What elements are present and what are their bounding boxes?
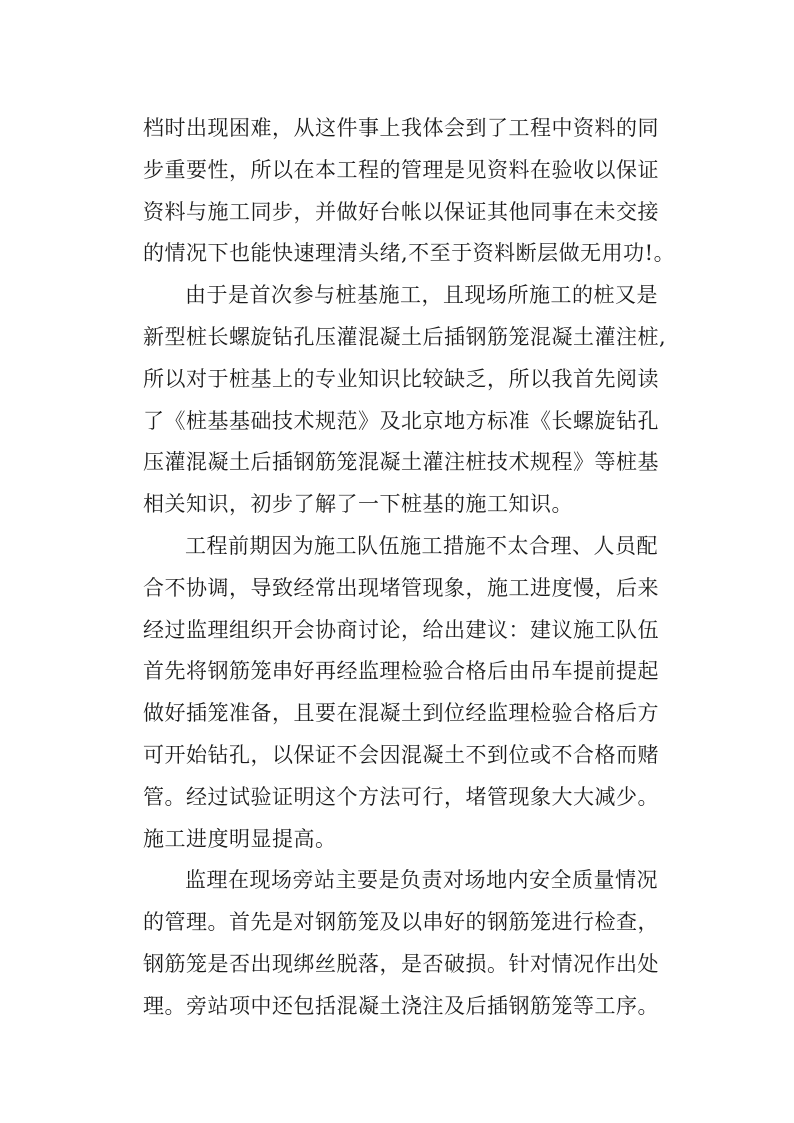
text-line: 经过监理组织开会协商讨论，给出建议：建议施工队伍 <box>143 617 659 642</box>
text-line: 首先将钢筋笼串好再经监理检验合格后由吊车提前提起 <box>143 659 659 684</box>
paragraph-2 <box>143 275 667 526</box>
text-line: 监理在现场旁站主要是负责对场地内安全质量情况 <box>185 868 658 893</box>
paragraph-4 <box>143 860 663 1027</box>
text-line: 可开始钻孔，以保证不会因混凝土不到位或不合格而赌 <box>143 742 659 767</box>
text-line: 施工进度明显提高。 <box>143 826 337 851</box>
text-line: 工程前期因为施工队伍施工措施不太合理、人员配 <box>185 533 658 558</box>
text-line: 所以对于桩基上的专业知识比较缺乏，所以我首先阅读 <box>143 366 659 391</box>
text-line: 做好插笼准备，且要在混凝土到位经监理检验合格后方 <box>143 701 659 726</box>
text-line: 步重要性，所以在本工程的管理是见资料在验收以保证 <box>143 157 659 182</box>
text-line: 理。旁站项中还包括混凝土浇注及后插钢筋笼等工序。 <box>143 993 659 1018</box>
text-line: 压灌混凝土后插钢筋笼混凝土灌注桩技术规程》等桩基 <box>143 450 659 475</box>
text-line: 管。经过试验证明这个方法可行，堵管现象大大减少。 <box>143 784 659 809</box>
text-line: 合不协调，导致经常出现堵管现象，施工进度慢，后来 <box>143 575 659 600</box>
text-line: 资料与施工同步，并做好台帐以保证其他同事在未交接 <box>143 199 659 224</box>
text-line: 新型桩长螺旋钻孔压灌混凝土后插钢筋笼混凝土灌注桩, <box>143 324 667 349</box>
text-line: 相关知识，初步了解了一下桩基的施工知识。 <box>143 492 573 517</box>
paragraph-3 <box>143 526 663 860</box>
text-line: 由于是首次参与桩基施工，且现场所施工的桩又是 <box>185 283 658 308</box>
text-line: 了《桩基基础技术规范》及北京地方标准《长螺旋钻孔 <box>143 408 659 433</box>
text-line: 钢筋笼是否出现绑丝脱落，是否破损。针对情况作出处 <box>143 951 659 976</box>
body-text <box>143 108 676 1028</box>
text-line: 的管理。首先是对钢筋笼及以串好的钢筋笼进行检查， <box>143 910 659 935</box>
text-line: 的情况下也能快速理清头绪,不至于资料断层做无用功!。 <box>143 241 676 266</box>
paragraph-1 <box>143 108 676 275</box>
text-line: 档时出现困难，从这件事上我体会到了工程中资料的同 <box>143 116 659 140</box>
